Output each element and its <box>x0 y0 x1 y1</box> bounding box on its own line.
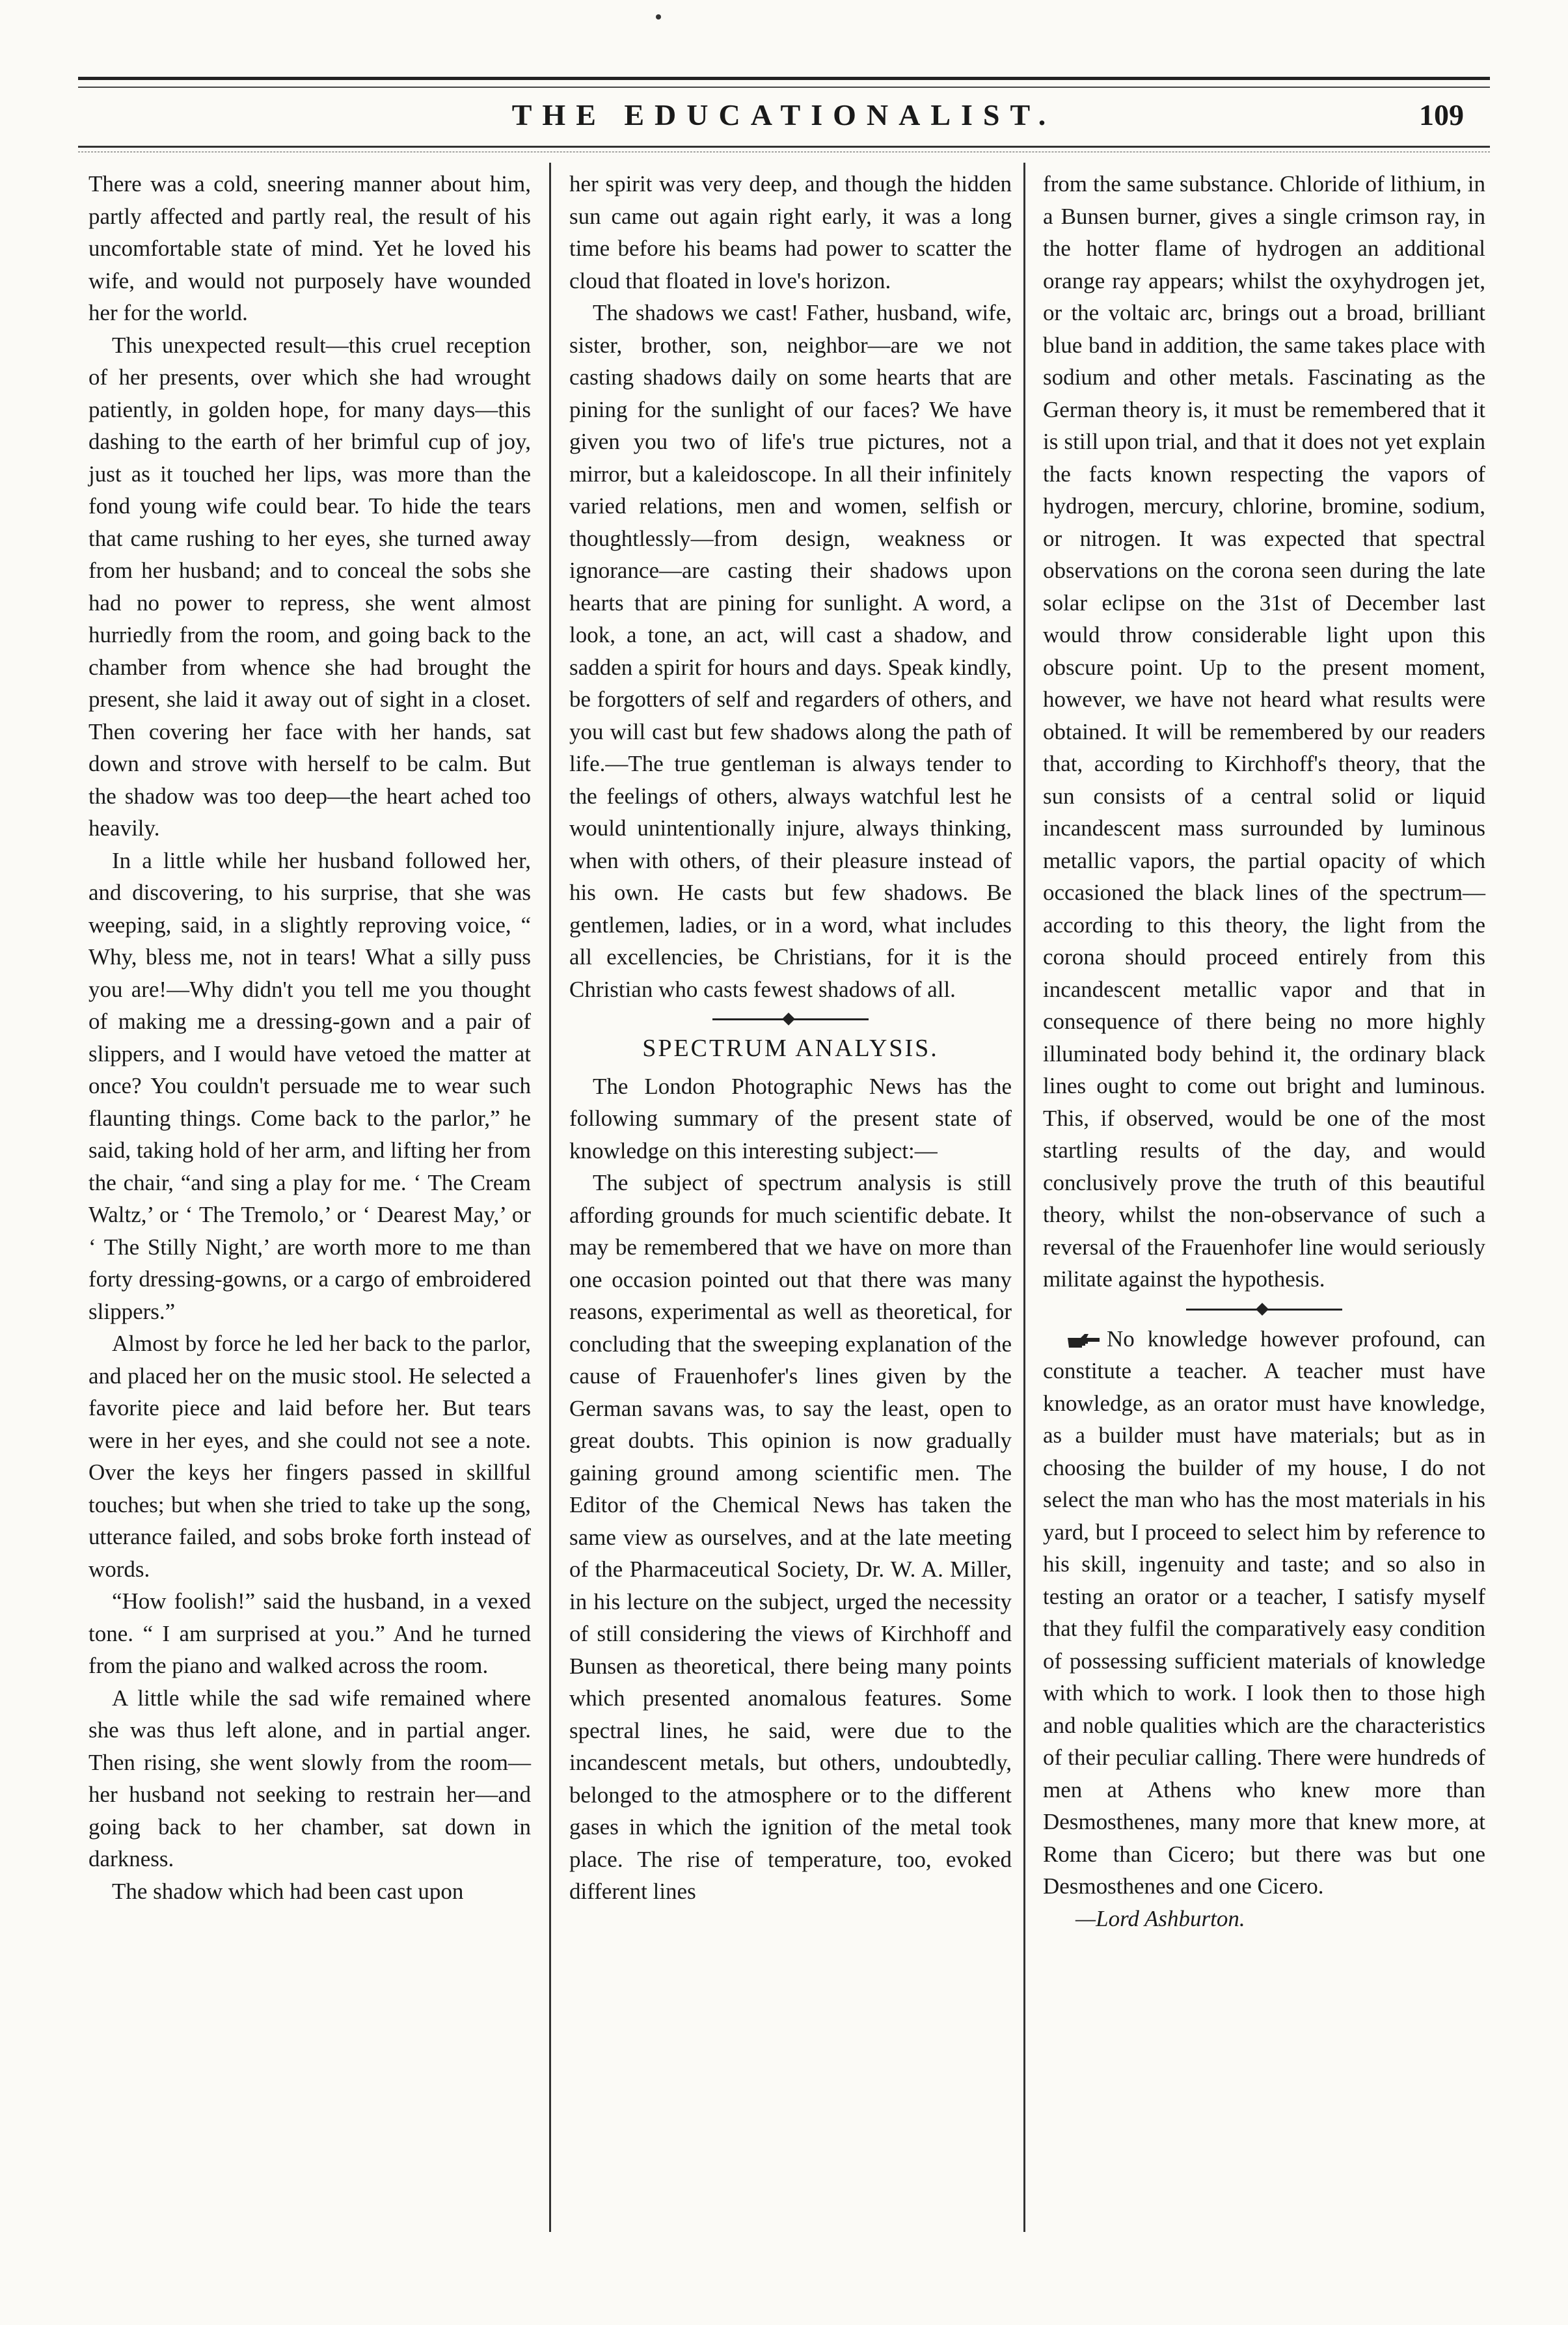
section-heading: SPECTRUM ANALYSIS. <box>642 1035 939 1062</box>
story-paragraph: Almost by force he led her back to the parlor, and placed her on the music stool. He selected a favorite piece and laid before her. But tears were in her eyes, and she could not see a note. Over the keys her fingers passed in skillful touches; but when she tried to take up the song, utterance failed, and sobs broke forth instead of words. <box>88 1331 531 1582</box>
page-number: 109 <box>1419 98 1464 131</box>
story-paragraph: A little while the sad wife remained where she was thus left alone, and in partial anger. Then rising, she went slowly from the room—her husband not seeking to restrain her—and going back to her chamber, sat down in darkness. <box>88 1685 531 1871</box>
article-paragraph: The subject of spectrum analysis is still affording grounds for much scientific debate. It may be remembered that we have on more than one occasion pointed out that there was many reasons, experimental as well as theoretical, for concluding that the sweeping explanation of the cause of Frauenhofer's lines given by the German savans was, to say the least, open to great doubts. This opinion is now gradually gaining ground among scientific men. The Editor of the Chemical News has taken the same view as ourselves, and at the late meeting of the Pharmaceutical Society, Dr. W. A. Miller, in his lecture on the subject, urged the necessity of still considering the views of Kirchhoff and Bunsen as theoretical, there being many points which presented anomalous features. Some spectral lines, he said, were due to the incandescent metals, but others, undoubtedly, belonged to the atmosphere or to the different gases in which the ignition of the metal took place. The rise of temperature, too, evoked different lines <box>569 1170 1012 1904</box>
story-paragraph: This unexpected result—this cruel reception of her presents, over which she had wrought patiently, in golden hope, for many days—this dashing to the earth of her brimful cup of joy, just as it touched her lips, was more than the fond young wife could bear. To hide the tears that came rushing to her eyes, she turned away from her husband; and to conceal the sobs she had no power to repress, she went almost hurriedly from the room, and going back to the chamber from whence she had brought the present, she laid it away out of sight in a closet. Then covering her face with her hands, sat down and strove with herself to be calm. But the shadow was too deep—the heart ached too heavily. <box>88 332 531 841</box>
story-paragraph: There was a cold, sneering manner about him, partly affected and partly real, the result of his uncomfortable state of mind. Yet he loved his wife, and would not purposely have wounded her for the world. <box>88 171 531 325</box>
column-one <box>88 168 531 1907</box>
article-paragraph: The London Photographic News has the following summary of the present state of knowledge on this interesting subject:— <box>569 1073 1012 1163</box>
quote-paragraph <box>1043 1323 1485 1903</box>
quote-text: No knowledge however profound, can constitute a teacher. A teacher must have knowledge, as an orator must have knowledge, as a builder must have materials; but as in choosing the builder of my house, I do not select the man who has the most materials in his yard, but I proceed to select him by reference to his skill, ingenuity and taste; and so also in testing an orator or a teacher, I satisfy myself that they fulfil the comparatively easy condition of possessing sufficient materials of knowledge with which to work. I look then to those high and noble qualities which are the characteristics of their peculiar calling. There were hundreds of men at Athens who knew more than Desmosthenes, many more that knew more, at Rome than Cicero; but there was but one Desmosthenes and one Cicero. <box>1043 1326 1485 1899</box>
article-paragraph: from the same substance. Chloride of lithium, in a Bunsen burner, gives a single crimson ray, in the hotter flame of hydrogen an additional orange ray appears; whilst the oxyhydrogen jet, or the voltaic arc, brings out a broad, brilliant blue band in addition, the same takes place with sodium and other metals. Fascinating as the German theory is, it must be remembered that it is still upon trial, and that it does not yet explain the facts known respecting the vapors of hydrogen, mercury, chlorine, bromine, sodium, or nitrogen. It was expected that spectral observations on the corona seen during the late solar eclipse on the 31st of December last would throw considerable light upon this obscure point. Up to the present moment, however, we have not heard what results were obtained. It will be remembered by our readers that, according to Kirchhoff's theory, that the sun consists of a central solid or liquid incandescent mass surrounded by luminous metallic vapors, the partial opacity of which occasioned the black lines of the spectrum—according to this theory, the light from the corona should proceed entirely from this incandescent metallic vapor and that in consequence of there being no more highly illuminated body behind it, the ordinary black lines ought to come out bright and luminous. This, if observed, would be one of the most startling results of the day, and would conclusively prove the truth of this beautiful theory, whilst the non-observance of such a reversal of the Frauenhofer line would seriously militate against the hypothesis. <box>1043 171 1485 1292</box>
pointing-hand-icon <box>1066 1331 1103 1350</box>
column-two <box>569 168 1012 1908</box>
story-paragraph: her spirit was very deep, and though the hidden sun came out again right early, it was a long time before his beams had power to scatter the cloud that floated in love's horizon. <box>569 171 1012 293</box>
header-bottom-rule <box>78 146 1490 152</box>
column-three <box>1043 168 1485 1935</box>
section-divider <box>1186 1305 1342 1314</box>
story-paragraph: The shadow which had been cast upon <box>112 1878 464 1904</box>
quote-attribution: —Lord Ashburton. <box>1075 1905 1245 1931</box>
story-paragraph: In a little while her husband followed her, and discovering, to his surprise, that she was weeping, said, in a slightly reproving voice, “ Why, bless me, not in tears! What a silly puss you are!—Why didn't you tell me you thought of making me a dressing-gown and a pair of slippers, and I would have vetoed the matter at once? You couldn't persuade me to wear such flaunting things. Come back to the parlor,” he said, taking hold of her arm, and lifting her from the chair, “and sing a play for me. ‘ The Cream Waltz,’ or ‘ The Tremolo,’ or ‘ Dearest May,’ or ‘ The Stilly Night,’ are worth more to me than forty dressing-gowns, or a cargo of embroidered slippers.” <box>88 847 531 1324</box>
column-divider <box>1023 163 1025 2232</box>
section-divider <box>712 1014 869 1024</box>
masthead-title: THE EDUCATIONALIST. <box>511 98 1057 131</box>
story-paragraph: “How foolish!” said the husband, in a vexed tone. “ I am surprised at you.” And he turned from the piano and walked across the room. <box>88 1588 531 1678</box>
header-top-rule <box>78 77 1490 88</box>
column-divider <box>549 163 551 2232</box>
ink-speck <box>656 14 661 20</box>
story-paragraph: The shadows we cast! Father, husband, wife, sister, brother, son, neighbor—are we not casting shadows daily on some hearts that are pining for the sunlight of our faces? We have given you two of life's true pictures, not a mirror, but a kaleidoscope. In all their infinitely varied relations, men and women, selfish or thoughtlessly—from design, weakness or ignorance—are casting their shadows upon hearts that are pining for sunlight. A word, a look, a tone, an act, will cast a shadow, and sadden a spirit for hours and days. Speak kindly, be forgotters of self and regarders of others, and you will cast but few shadows along the path of life.—The true gentleman is always tender to the feelings of others, always watchful lest he would unintentionally injure, always thinking, when with others, of their pleasure instead of his own. He casts but few shadows. Be gentlemen, ladies, or in a word, what includes all excellencies, be Christians, for it is the Christian who casts fewest shadows of all. <box>569 300 1012 1002</box>
